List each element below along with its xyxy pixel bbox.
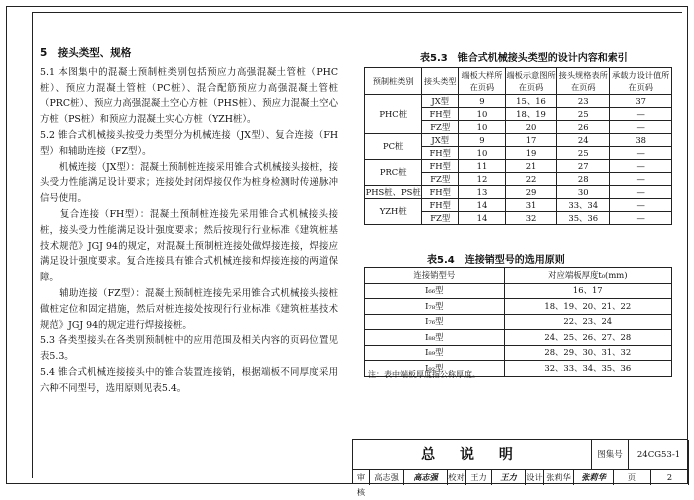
table-cell: 9: [458, 95, 505, 108]
table-cell: I₆₆型: [365, 283, 505, 299]
table-cell: I₈₉型: [365, 345, 505, 361]
page-number: 2: [651, 470, 689, 485]
paragraph: 辅助连接（FZ型）：混凝土预制桩连接先采用锥合式机械接头接桩做桩定位和固定措施，然后对桩连接处按现行行业标准《建筑桩基技术规范》JGJ 94的规定进行焊接接桩。: [40, 287, 338, 331]
table-cell: —: [610, 147, 672, 160]
table-cell: 19: [505, 147, 556, 160]
paragraph: 5.2 锥合式机械接头按受力类型分为机械连接（JX型）、复合连接（FH型）和辅助连接（FZ型）。: [40, 129, 338, 157]
designer-name: 张莉华: [544, 470, 574, 485]
table-5-3-header: 预制桩类别: [365, 68, 422, 95]
table-row: [365, 330, 672, 346]
checker-name: 王力: [466, 470, 492, 485]
checker-signature: 王力: [492, 470, 526, 485]
table-cell: 17: [505, 134, 556, 147]
section-heading: 5 接头类型、规格: [40, 47, 132, 59]
table-cell: 9: [458, 134, 505, 147]
table-cell: 24、25、26、27、28: [504, 330, 671, 346]
table-row: [365, 160, 672, 173]
table-cell: 10: [458, 121, 505, 134]
table-cell: 18、19、20、21、22: [504, 299, 671, 315]
table-cell: 10: [458, 108, 505, 121]
table-cell: 16、17: [504, 283, 671, 299]
table-cell: —: [610, 121, 672, 134]
table-cell: 29: [505, 186, 556, 199]
table-cell: FZ型: [422, 173, 459, 186]
table-cell: 24: [557, 134, 610, 147]
table-cell: FH型: [422, 186, 459, 199]
table-cell: 38: [610, 134, 672, 147]
table-cell: 14: [458, 199, 505, 212]
table-cell: 28、29、30、31、32: [504, 345, 671, 361]
table-5-3-header: 接头类型: [422, 68, 459, 95]
table-5-4-header: 连接销型号: [365, 268, 505, 284]
table-cell: FH型: [422, 160, 459, 173]
review-label: 审核: [353, 470, 370, 485]
table-cell: 30: [557, 186, 610, 199]
table-cell: 13: [458, 186, 505, 199]
pile-category: PRC桩: [365, 160, 422, 186]
table-cell: FZ型: [422, 212, 459, 225]
table-cell: JX型: [422, 95, 459, 108]
table-cell: 26: [557, 121, 610, 134]
table-row: [365, 314, 672, 330]
paragraph: 机械连接（JX型）：混凝土预制桩连接采用锥合式机械接头接桩，接头受力性能满足设计要求；连接处封闭焊接仅作为桩身检测时传递脉冲信号使用。: [40, 161, 338, 205]
table-cell: I₉₂型: [365, 361, 505, 377]
table-row: [365, 199, 672, 212]
paragraph: 5.4 锥合式机械连接接头中的锥合装置连接销，根据端板不同厚度采用六种不同型号，选用原则见表5.4。: [40, 366, 338, 394]
pile-category: YZH桩: [365, 199, 422, 225]
table-cell: I₇₆型: [365, 314, 505, 330]
table-cell: 25: [557, 147, 610, 160]
table-5-4-header: 对应端板厚度t₀(mm): [504, 268, 671, 284]
atlas-number: 24CG53-1: [629, 440, 689, 470]
table-cell: 33、34: [557, 199, 610, 212]
table-5-4-caption: 表5.4 连接销型号的选用原则: [427, 255, 565, 266]
table-row: [365, 283, 672, 299]
section-paragraphs: [40, 65, 338, 397]
table-cell: 32、33、34、35、36: [504, 361, 671, 377]
table-cell: FH型: [422, 147, 459, 160]
table-cell: 31: [505, 199, 556, 212]
page-label: 页: [614, 470, 651, 485]
table-cell: —: [610, 186, 672, 199]
table-cell: 23: [557, 95, 610, 108]
table-cell: JX型: [422, 134, 459, 147]
paragraph: 复合连接（FH型）：混凝土预制桩连接先采用锥合式机械接头接桩，接头受力性能满足设计强度要求；然后按现行行业标准《建筑桩基技术规范》JGJ 94的规定，对混凝土预制桩连接处做焊接连接，焊接应满足设计强度要求。复合连接具有锥合式机械连接和焊接连接的两道保障。: [40, 208, 338, 284]
reviewer-signature: 高志强: [404, 470, 448, 485]
table-cell: 15、16: [505, 95, 556, 108]
general-notes-section: [40, 46, 338, 397]
signature-row: [353, 470, 689, 497]
table-row: [365, 345, 672, 361]
table-cell: 22: [505, 173, 556, 186]
table-cell: 27: [557, 160, 610, 173]
table-cell: 35、36: [557, 212, 610, 225]
table-cell: FH型: [422, 199, 459, 212]
table-cell: FH型: [422, 108, 459, 121]
table-row: [365, 299, 672, 315]
table-cell: 20: [505, 121, 556, 134]
table-cell: —: [610, 108, 672, 121]
table-cell: 22、23、24: [504, 314, 671, 330]
pile-category: PHC桩: [365, 95, 422, 134]
drawing-title: 总 说 明: [353, 440, 592, 470]
table-cell: 12: [458, 173, 505, 186]
table-cell: 11: [458, 160, 505, 173]
paragraph: 5.1 本图集中的混凝土预制桩类别包括预应力高强混凝土管桩（PHC桩）、预应力混凝土管桩（PC桩）、混合配筋预应力高强混凝土管桩（PRC桩）、预应力高强混凝土空心方桩（PHS桩）、预应力混凝土空心方桩（PS桩）和预应力混凝土实心方桩（YZH桩）。: [40, 66, 338, 126]
table-5-3-header: 端板大样所在页码: [458, 68, 505, 95]
table-row: [365, 186, 672, 199]
table-cell: 28: [557, 173, 610, 186]
table-row: [365, 134, 672, 147]
table-5-3-header: 接头规格表所在页码: [557, 68, 610, 95]
table-cell: I₇₈型: [365, 299, 505, 315]
table-cell: 18、19: [505, 108, 556, 121]
table-cell: 32: [505, 212, 556, 225]
reviewer-name: 高志强: [370, 470, 404, 485]
paragraph: 5.3 各类型接头在各类别预制桩中的应用范围及相关内容的页码位置见表5.3。: [40, 335, 338, 363]
table-cell: 10: [458, 147, 505, 160]
table-cell: —: [610, 160, 672, 173]
design-label: 设计: [526, 470, 544, 485]
table-cell: FZ型: [422, 121, 459, 134]
table-cell: —: [610, 199, 672, 212]
designer-signature: 张莉华: [574, 470, 614, 485]
table-5-3: [364, 67, 672, 225]
title-block: [352, 439, 688, 497]
table-cell: —: [610, 212, 672, 225]
pile-category: PC桩: [365, 134, 422, 160]
table-cell: 37: [610, 95, 672, 108]
table-5-3-header: 承载力设计值所在页码: [610, 68, 672, 95]
table-5-4: [364, 267, 672, 377]
pile-category: PHS桩、PS桩: [365, 186, 421, 197]
table-cell: 14: [458, 212, 505, 225]
table-5-3-header: 端板示意图所在页码: [505, 68, 556, 95]
atlas-label: 图集号: [592, 440, 629, 470]
table-note: 注：表中端板厚度指公称厚度。: [368, 370, 480, 379]
table-cell: I₈₈型: [365, 330, 505, 346]
table-5-3-caption: 表5.3 锥合式机械接头类型的设计内容和索引: [420, 53, 628, 64]
table-cell: 21: [505, 160, 556, 173]
check-label: 校对: [448, 470, 466, 485]
table-row: [365, 95, 672, 108]
table-cell: 25: [557, 108, 610, 121]
table-cell: —: [610, 173, 672, 186]
